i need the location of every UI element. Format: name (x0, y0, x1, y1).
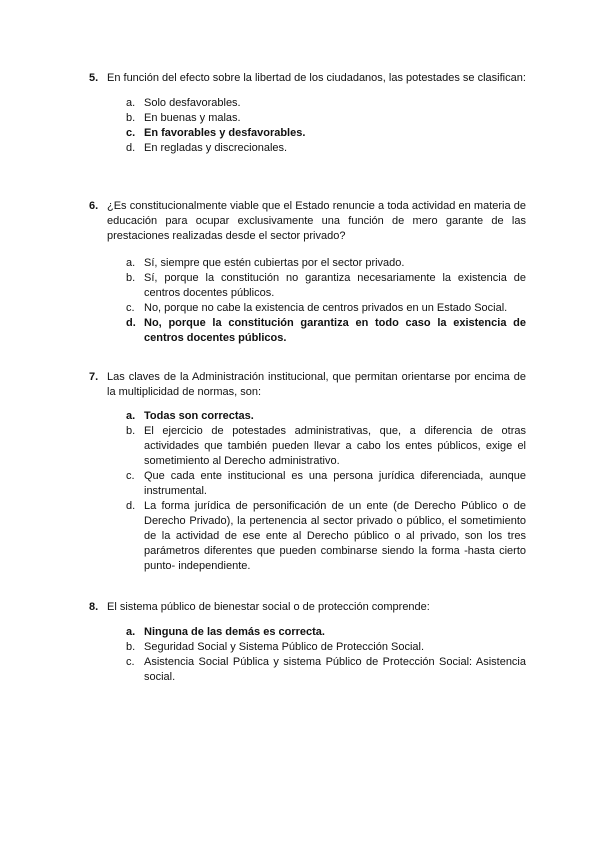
option-a (126, 256, 526, 271)
option-a-correct (126, 409, 526, 424)
question-number: 5. (89, 72, 99, 84)
option-letter: b. (126, 425, 136, 437)
option-letter: d. (126, 500, 136, 512)
option-letter: a. (126, 626, 136, 638)
option-b (126, 640, 526, 655)
option-text: Todas son correctas. (144, 410, 254, 422)
option-a (126, 96, 526, 111)
option-b (126, 111, 526, 126)
option-letter: a. (126, 257, 136, 269)
option-letter: b. (126, 272, 136, 284)
option-text: En regladas y discrecionales. (144, 142, 288, 154)
question-number: 7. (89, 371, 99, 383)
option-letter: a. (126, 97, 136, 109)
option-text: Solo desfavorables. (144, 97, 241, 109)
option-text: No, porque no cabe la existencia de centros privados en un Estado Social. (144, 302, 508, 314)
option-text: En favorables y desfavorables. (144, 127, 306, 139)
option-text: Asistencia Social Pública y sistema Público de Protección Social: Asistencia social. (144, 656, 526, 683)
question-7 (89, 370, 526, 574)
question-5 (89, 71, 526, 156)
option-text: La forma jurídica de personificación de un ente (de Derecho Público o de Derecho Privado), la pertenencia al sector privado o público, el sometimiento de la actividad de ese ente al Derecho público o al privado, son los tres parámetros diferentes que pueden combinarse siendo la forma -hasta cierto punto- independiente. (144, 500, 526, 572)
question-number: 8. (89, 601, 99, 613)
question-text: Las claves de la Administración institucional, que permitan orientarse por encima de la multiplicidad de normas, son: (107, 371, 526, 398)
option-letter: a. (126, 410, 136, 422)
option-b (126, 424, 526, 469)
option-d-correct (126, 316, 526, 346)
option-c (126, 301, 526, 316)
option-text: El ejercicio de potestades administrativas, que, a diferencia de otras actividades que también pueden llevar a cabo los entes públicos, exige el sometimiento al Derecho administrativo. (144, 425, 526, 467)
option-a-correct (126, 625, 526, 640)
option-letter: c. (126, 127, 136, 139)
option-b (126, 271, 526, 301)
option-c-correct (126, 126, 526, 141)
option-d (126, 141, 526, 156)
options-list (89, 409, 526, 574)
option-letter: d. (126, 142, 136, 154)
question-number: 6. (89, 200, 99, 212)
option-letter: b. (126, 112, 136, 124)
option-text: Seguridad Social y Sistema Público de Protección Social. (144, 641, 425, 653)
options-list (89, 625, 526, 685)
option-text: Sí, porque la constitución no garantiza necesariamente la existencia de centros docentes públicos. (144, 272, 526, 299)
option-letter: b. (126, 641, 136, 653)
question-text: ¿Es constitucionalmente viable que el Estado renuncie a toda actividad en materia de educación para ocupar exclusivamente una función de mero garante de las prestaciones realizadas desde el sector privado? (107, 200, 526, 242)
option-letter: c. (126, 470, 135, 482)
question-6 (89, 199, 526, 346)
option-letter: c. (126, 656, 135, 668)
option-text: No, porque la constitución garantiza en todo caso la existencia de centros docentes públicos. (144, 317, 526, 344)
option-text: Ninguna de las demás es correcta. (144, 626, 325, 638)
option-text: En buenas y malas. (144, 112, 241, 124)
option-c (126, 469, 526, 499)
question-text: El sistema público de bienestar social o de protección comprende: (107, 601, 430, 613)
option-text: Que cada ente institucional es una persona jurídica diferenciada, aunque instrumental. (144, 470, 526, 497)
options-list (89, 96, 526, 156)
option-text: Sí, siempre que estén cubiertas por el sector privado. (144, 257, 405, 269)
option-letter: c. (126, 302, 135, 314)
question-8 (89, 600, 526, 685)
option-letter: d. (126, 317, 136, 329)
options-list (89, 256, 526, 346)
option-d (126, 499, 526, 574)
option-c (126, 655, 526, 685)
question-text: En función del efecto sobre la libertad de los ciudadanos, las potestades se clasifican: (107, 72, 526, 84)
